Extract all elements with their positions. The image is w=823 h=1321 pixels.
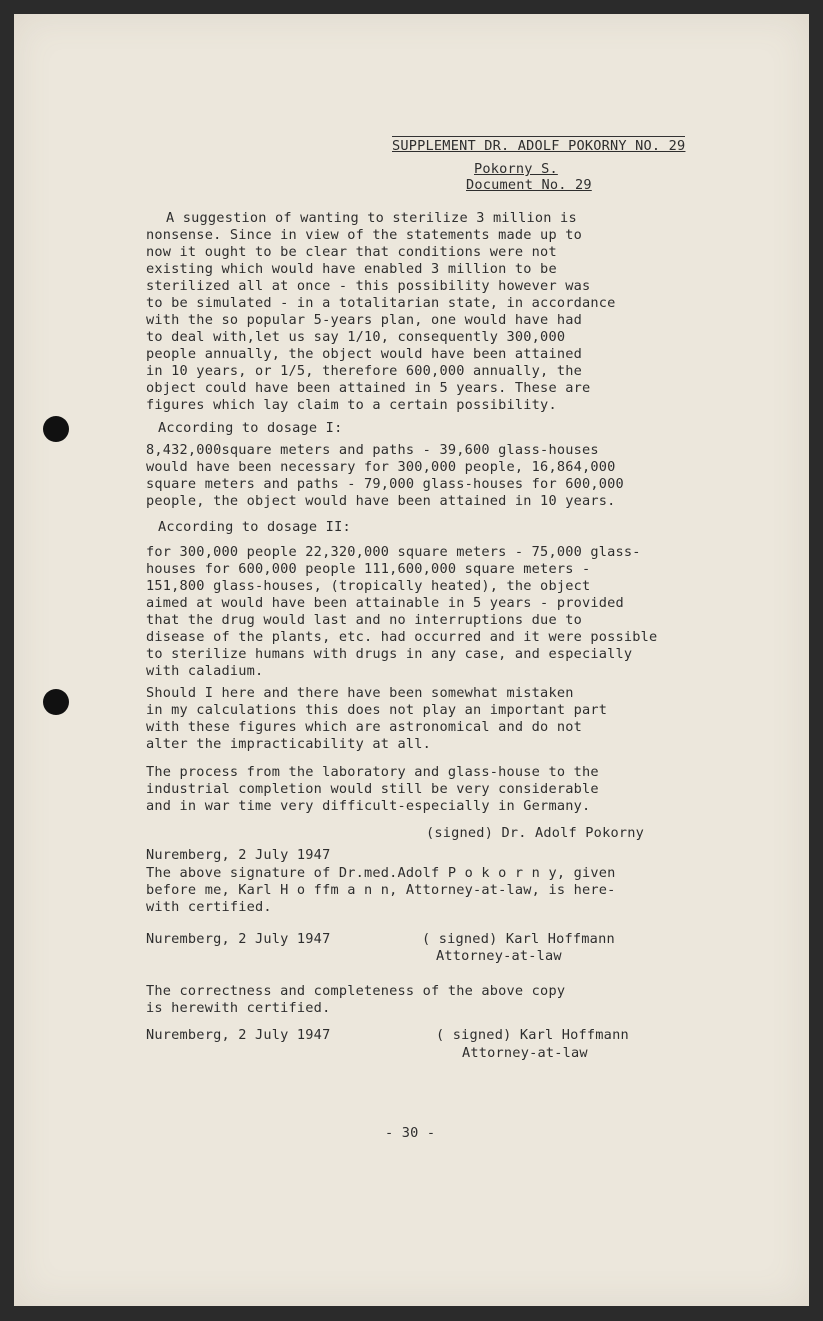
text-line: with these figures which are astronomical and do not: [146, 719, 582, 735]
text-line: people, the object would have been attained in 10 years.: [146, 493, 616, 509]
signature-hoffmann: ( signed) Karl Hoffmann: [436, 1027, 629, 1043]
signature-pokorny: (signed) Dr. Adolf Pokorny: [426, 825, 644, 841]
place-date: Nuremberg, 2 July 1947: [146, 847, 331, 863]
text-line: is herewith certified.: [146, 1000, 331, 1016]
text-line: object could have been attained in 5 years. These are: [146, 380, 591, 396]
place-date: Nuremberg, 2 July 1947: [146, 1027, 331, 1043]
text-line: 151,800 glass-houses, (tropically heated), the object: [146, 578, 591, 594]
paragraph-intro: [146, 210, 577, 227]
text-line: industrial completion would still be very considerable: [146, 781, 599, 797]
text-line: figures which lay claim to a certain possibility.: [146, 397, 557, 413]
text-line: with caladium.: [146, 663, 264, 679]
text-line: to sterilize humans with drugs in any case, and especially: [146, 646, 633, 662]
text-line: for 300,000 people 22,320,000 square meters - 75,000 glass-: [146, 544, 641, 560]
signature-hoffmann: ( signed) Karl Hoffmann: [422, 931, 615, 947]
text-line: existing which would have enabled 3 million to be: [146, 261, 557, 277]
dosage-two-text: [146, 544, 657, 680]
text-line: people annually, the object would have been attained: [146, 346, 582, 362]
text-line: before me, Karl H o ffm a n n, Attorney-at-law, is here-: [146, 882, 616, 898]
text-line: 8,432,000square meters and paths - 39,600 glass-houses: [146, 442, 599, 458]
certification-copy: [146, 983, 565, 1017]
text-line: disease of the plants, etc. had occurred and it were possible: [146, 629, 658, 645]
text-line: that the drug would last and no interruptions due to: [146, 612, 582, 628]
punch-hole: [43, 416, 69, 442]
text-line: would have been necessary for 300,000 people, 16,864,000: [146, 459, 616, 475]
page-number: - 30 -: [385, 1125, 436, 1141]
text-line: A suggestion of wanting to sterilize 3 million is: [166, 210, 577, 226]
dosage-two-heading: According to dosage II:: [158, 519, 351, 535]
text-line: now it ought to be clear that conditions were not: [146, 244, 557, 260]
text-line: in 10 years, or 1/5, therefore 600,000 annually, the: [146, 363, 582, 379]
document-number: Document No. 29: [466, 177, 592, 193]
text-line: Should I here and there have been somewhat mistaken: [146, 685, 574, 701]
text-line: with the so popular 5-years plan, one would have had: [146, 312, 582, 328]
text-line: with certified.: [146, 899, 272, 915]
paragraph-mistake: [146, 685, 607, 753]
dosage-one-heading: According to dosage I:: [158, 420, 343, 436]
attorney-title: Attorney-at-law: [436, 948, 562, 964]
text-line: in my calculations this does not play an important part: [146, 702, 608, 718]
dosage-one-text: [146, 442, 624, 510]
text-line: nonsense. Since in view of the statements made up to: [146, 227, 582, 243]
paragraph-process: [146, 764, 599, 815]
place-date: Nuremberg, 2 July 1947: [146, 931, 331, 947]
paragraph-intro-body: [146, 227, 616, 414]
text-line: to deal with,let us say 1/10, consequently 300,000: [146, 329, 566, 345]
text-line: to be simulated - in a totalitarian state, in accordance: [146, 295, 616, 311]
attorney-title: Attorney-at-law: [462, 1045, 588, 1061]
text-line: square meters and paths - 79,000 glass-houses for 600,000: [146, 476, 624, 492]
certification-signature: [146, 865, 616, 916]
supplement-heading: SUPPLEMENT DR. ADOLF POKORNY NO. 29: [392, 138, 686, 154]
text-line: and in war time very difficult-especially in Germany.: [146, 798, 591, 814]
text-line: alter the impracticability at all.: [146, 736, 432, 752]
author-name: Pokorny S.: [474, 161, 558, 177]
text-line: The above signature of Dr.med.Adolf P o k o r n y, given: [146, 865, 616, 881]
text-line: aimed at would have been attainable in 5 years - provided: [146, 595, 624, 611]
text-line: The process from the laboratory and glass-house to the: [146, 764, 599, 780]
punch-hole: [43, 689, 69, 715]
text-line: houses for 600,000 people 111,600,000 square meters -: [146, 561, 591, 577]
text-line: sterilized all at once - this possibility however was: [146, 278, 591, 294]
text-line: The correctness and completeness of the above copy: [146, 983, 566, 999]
